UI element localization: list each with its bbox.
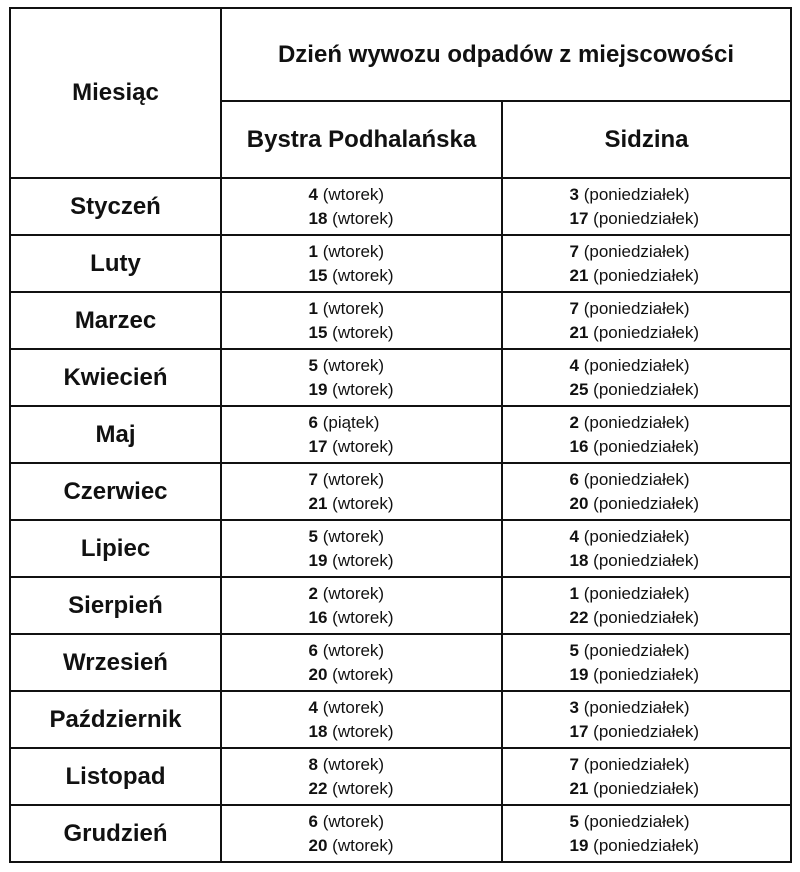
- collection-date: [309, 468, 415, 492]
- weekday-label: (poniedziałek): [583, 526, 690, 546]
- collection-date: [309, 777, 415, 801]
- collection-date: [570, 492, 724, 516]
- weekday-label: (wtorek): [322, 640, 385, 660]
- collection-date: [309, 297, 415, 321]
- collection-date: [570, 435, 724, 459]
- day-number: 4: [569, 526, 579, 546]
- collection-date: [309, 240, 415, 264]
- day-number: 22: [308, 778, 328, 798]
- day-number: 17: [569, 208, 589, 228]
- weekday-label: (poniedziałek): [583, 697, 690, 717]
- date-list: [309, 639, 415, 687]
- day-number: 2: [569, 412, 579, 432]
- date-list: [570, 240, 724, 288]
- weekday-label: (wtorek): [322, 469, 385, 489]
- weekday-label: (poniedziałek): [593, 208, 699, 228]
- collection-day-group-header: Dzień wywozu odpadów z miejscowości: [221, 8, 791, 101]
- collection-date: [309, 834, 415, 858]
- month-cell: Kwiecień: [10, 349, 221, 406]
- day-number: 21: [569, 778, 589, 798]
- collection-date: [570, 411, 724, 435]
- collection-date: [309, 321, 415, 345]
- month-cell: Wrzesień: [10, 634, 221, 691]
- weekday-label: (poniedziałek): [583, 298, 690, 318]
- weekday-label: (wtorek): [322, 526, 385, 546]
- town-a-dates-cell: [221, 406, 502, 463]
- weekday-label: (wtorek): [332, 493, 394, 513]
- town-b-dates-cell: [502, 406, 791, 463]
- table-row: [10, 634, 791, 691]
- weekday-label: (poniedziałek): [583, 412, 690, 432]
- weekday-label: (poniedziałek): [593, 379, 699, 399]
- day-number: 22: [569, 607, 589, 627]
- collection-date: [570, 663, 724, 687]
- weekday-label: (poniedziałek): [593, 322, 699, 342]
- collection-date: [570, 720, 724, 744]
- collection-date: [309, 720, 415, 744]
- collection-date: [570, 582, 724, 606]
- weekday-label: (poniedziałek): [593, 436, 699, 456]
- weekday-label: (wtorek): [332, 265, 394, 285]
- day-number: 5: [308, 355, 318, 375]
- town-a-header: Bystra Podhalańska: [221, 101, 502, 178]
- day-number: 7: [569, 754, 579, 774]
- date-list: [570, 696, 724, 744]
- town-b-dates-cell: [502, 577, 791, 634]
- day-number: 6: [569, 469, 579, 489]
- day-number: 20: [308, 835, 328, 855]
- table-row: [10, 748, 791, 805]
- weekday-label: (wtorek): [332, 835, 394, 855]
- town-b-dates-cell: [502, 748, 791, 805]
- table-row: [10, 235, 791, 292]
- collection-date: [570, 525, 724, 549]
- weekday-label: (wtorek): [332, 322, 394, 342]
- day-number: 4: [569, 355, 579, 375]
- weekday-label: (wtorek): [322, 754, 385, 774]
- day-number: 1: [308, 241, 318, 261]
- day-number: 20: [308, 664, 328, 684]
- weekday-label: (poniedziałek): [593, 721, 699, 741]
- day-number: 8: [308, 754, 318, 774]
- day-number: 19: [569, 835, 589, 855]
- weekday-label: (poniedziałek): [583, 469, 690, 489]
- day-number: 20: [569, 493, 589, 513]
- day-number: 1: [308, 298, 318, 318]
- date-list: [570, 183, 724, 231]
- weekday-label: (wtorek): [332, 208, 394, 228]
- town-b-header: Sidzina: [502, 101, 791, 178]
- weekday-label: (poniedziałek): [583, 355, 690, 375]
- month-cell: Sierpień: [10, 577, 221, 634]
- weekday-label: (poniedziałek): [593, 664, 699, 684]
- day-number: 25: [569, 379, 589, 399]
- day-number: 19: [308, 550, 328, 570]
- month-cell: Listopad: [10, 748, 221, 805]
- collection-date: [570, 321, 724, 345]
- table-row: [10, 520, 791, 577]
- month-cell: Październik: [10, 691, 221, 748]
- date-list: [570, 582, 724, 630]
- day-number: 17: [569, 721, 589, 741]
- collection-date: [570, 240, 724, 264]
- date-list: [309, 753, 415, 801]
- day-number: 21: [308, 493, 328, 513]
- date-list: [570, 753, 724, 801]
- day-number: 16: [308, 607, 328, 627]
- collection-date: [309, 378, 415, 402]
- day-number: 19: [308, 379, 328, 399]
- date-list: [309, 297, 415, 345]
- collection-date: [309, 435, 415, 459]
- date-list: [570, 810, 724, 858]
- weekday-label: (wtorek): [322, 697, 385, 717]
- date-list: [309, 411, 415, 459]
- weekday-label: (wtorek): [332, 664, 394, 684]
- table-row: [10, 805, 791, 862]
- weekday-label: (poniedziałek): [583, 811, 690, 831]
- day-number: 16: [569, 436, 589, 456]
- table-row: [10, 463, 791, 520]
- month-column-header: Miesiąc: [10, 8, 221, 178]
- weekday-label: (wtorek): [332, 607, 394, 627]
- collection-date: [309, 582, 415, 606]
- collection-date: [309, 639, 415, 663]
- town-b-dates-cell: [502, 634, 791, 691]
- collection-date: [309, 264, 415, 288]
- day-number: 7: [569, 241, 579, 261]
- town-a-dates-cell: [221, 748, 502, 805]
- table-row: [10, 691, 791, 748]
- collection-date: [309, 207, 415, 231]
- date-list: [309, 582, 415, 630]
- town-b-dates-cell: [502, 805, 791, 862]
- collection-date: [309, 663, 415, 687]
- weekday-label: (poniedziałek): [583, 754, 690, 774]
- collection-date: [309, 525, 415, 549]
- weekday-label: (poniedziałek): [583, 241, 690, 261]
- month-cell: Grudzień: [10, 805, 221, 862]
- day-number: 18: [308, 208, 328, 228]
- collection-date: [570, 297, 724, 321]
- day-number: 3: [569, 184, 579, 204]
- date-list: [570, 468, 724, 516]
- collection-date: [309, 810, 415, 834]
- weekday-label: (wtorek): [332, 721, 394, 741]
- collection-date: [570, 207, 724, 231]
- collection-date: [570, 606, 724, 630]
- weekday-label: (poniedziałek): [593, 265, 699, 285]
- collection-date: [570, 834, 724, 858]
- day-number: 17: [308, 436, 328, 456]
- month-cell: Czerwiec: [10, 463, 221, 520]
- collection-date: [570, 378, 724, 402]
- town-a-dates-cell: [221, 349, 502, 406]
- collection-date: [570, 354, 724, 378]
- table-row: [10, 178, 791, 235]
- town-a-dates-cell: [221, 577, 502, 634]
- collection-date: [570, 696, 724, 720]
- weekday-label: (piątek): [322, 412, 380, 432]
- town-a-dates-cell: [221, 463, 502, 520]
- month-cell: Maj: [10, 406, 221, 463]
- day-number: 5: [569, 640, 579, 660]
- collection-date: [570, 753, 724, 777]
- town-b-dates-cell: [502, 178, 791, 235]
- weekday-label: (wtorek): [322, 811, 385, 831]
- weekday-label: (poniedziałek): [593, 550, 699, 570]
- weekday-label: (poniedziałek): [593, 607, 699, 627]
- town-b-dates-cell: [502, 520, 791, 577]
- collection-date: [570, 810, 724, 834]
- date-list: [309, 525, 415, 573]
- collection-date: [570, 777, 724, 801]
- table-row: [10, 292, 791, 349]
- town-a-dates-cell: [221, 178, 502, 235]
- date-list: [309, 696, 415, 744]
- weekday-label: (poniedziałek): [593, 778, 699, 798]
- day-number: 21: [569, 322, 589, 342]
- day-number: 18: [308, 721, 328, 741]
- collection-date: [570, 183, 724, 207]
- table-row: [10, 406, 791, 463]
- day-number: 18: [569, 550, 589, 570]
- weekday-label: (wtorek): [322, 241, 385, 261]
- date-list: [570, 297, 724, 345]
- date-list: [570, 354, 724, 402]
- month-cell: Luty: [10, 235, 221, 292]
- day-number: 19: [569, 664, 589, 684]
- collection-date: [309, 183, 415, 207]
- weekday-label: (wtorek): [332, 436, 394, 456]
- town-b-dates-cell: [502, 235, 791, 292]
- day-number: 15: [308, 322, 328, 342]
- weekday-label: (wtorek): [332, 778, 394, 798]
- town-a-dates-cell: [221, 634, 502, 691]
- date-list: [570, 639, 724, 687]
- town-a-dates-cell: [221, 520, 502, 577]
- town-a-dates-cell: [221, 292, 502, 349]
- waste-collection-table: [9, 7, 792, 863]
- collection-date: [309, 354, 415, 378]
- date-list: [309, 810, 415, 858]
- day-number: 6: [308, 412, 318, 432]
- date-list: [309, 183, 415, 231]
- day-number: 2: [308, 583, 318, 603]
- table-body: [10, 178, 791, 862]
- weekday-label: (wtorek): [332, 550, 394, 570]
- date-list: [309, 240, 415, 288]
- collection-date: [309, 411, 415, 435]
- collection-date: [309, 606, 415, 630]
- weekday-label: (wtorek): [322, 298, 385, 318]
- month-cell: Styczeń: [10, 178, 221, 235]
- town-b-dates-cell: [502, 349, 791, 406]
- date-list: [309, 468, 415, 516]
- month-cell: Lipiec: [10, 520, 221, 577]
- day-number: 3: [569, 697, 579, 717]
- weekday-label: (poniedziałek): [593, 835, 699, 855]
- date-list: [570, 525, 724, 573]
- table-row: [10, 349, 791, 406]
- day-number: 5: [308, 526, 318, 546]
- weekday-label: (poniedziałek): [583, 640, 690, 660]
- collection-date: [309, 549, 415, 573]
- collection-date: [309, 696, 415, 720]
- town-b-dates-cell: [502, 463, 791, 520]
- month-cell: Marzec: [10, 292, 221, 349]
- town-a-dates-cell: [221, 805, 502, 862]
- weekday-label: (poniedziałek): [593, 493, 699, 513]
- town-b-dates-cell: [502, 691, 791, 748]
- collection-date: [309, 753, 415, 777]
- collection-date: [570, 549, 724, 573]
- weekday-label: (wtorek): [322, 583, 385, 603]
- weekday-label: (poniedziałek): [583, 184, 690, 204]
- date-list: [309, 354, 415, 402]
- collection-date: [570, 264, 724, 288]
- day-number: 4: [308, 697, 318, 717]
- weekday-label: (wtorek): [322, 184, 385, 204]
- day-number: 7: [569, 298, 579, 318]
- day-number: 6: [308, 811, 318, 831]
- day-number: 7: [308, 469, 318, 489]
- weekday-label: (wtorek): [322, 355, 385, 375]
- weekday-label: (poniedziałek): [583, 583, 690, 603]
- town-a-dates-cell: [221, 691, 502, 748]
- day-number: 6: [308, 640, 318, 660]
- weekday-label: (wtorek): [332, 379, 394, 399]
- collection-date: [570, 468, 724, 492]
- day-number: 1: [569, 583, 579, 603]
- day-number: 5: [569, 811, 579, 831]
- town-b-dates-cell: [502, 292, 791, 349]
- date-list: [570, 411, 724, 459]
- town-a-dates-cell: [221, 235, 502, 292]
- day-number: 4: [308, 184, 318, 204]
- collection-date: [309, 492, 415, 516]
- collection-date: [570, 639, 724, 663]
- table-row: [10, 577, 791, 634]
- day-number: 21: [569, 265, 589, 285]
- day-number: 15: [308, 265, 328, 285]
